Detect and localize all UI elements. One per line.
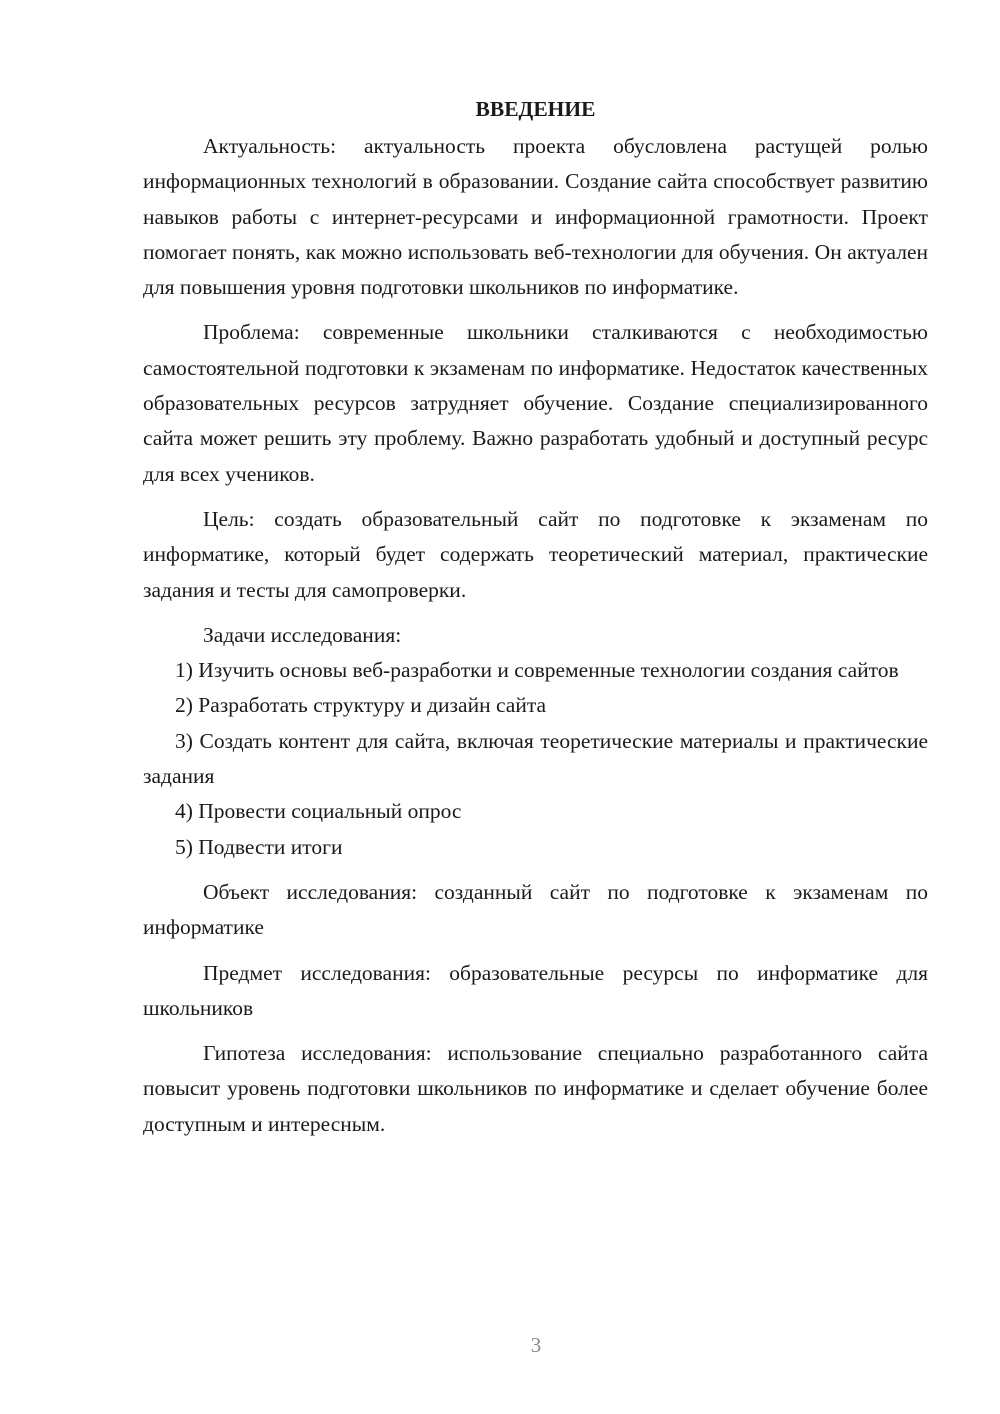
task-item: 3) Создать контент для сайта, включая теоретические материалы и практические задания [143, 728, 928, 789]
task-item: 5) Подвести итоги [175, 834, 343, 859]
page-number: 3 [530, 1333, 542, 1357]
document-page [143, 92, 928, 1142]
task-item: 4) Провести социальный опрос [175, 799, 462, 824]
goal-paragraph: Цель: создать образовательный сайт по подготовке к экзаменам по информатике, который будет содержать теоретический материал, практические задания и тесты для самопроверки. [143, 506, 928, 602]
section-title: ВВЕДЕНИЕ [475, 97, 596, 121]
tasks-heading: Задачи исследования: [203, 622, 402, 647]
object-paragraph: Объект исследования: созданный сайт по подготовке к экзаменам по информатике [143, 879, 928, 940]
problem-paragraph: Проблема: современные школьники сталкиваются с необходимостью самостоятельной подготовки к экзаменам по информатике. Недостаток качественных образовательных ресурсов затрудняет обучение. Создание специализированного сайта может решить эту проблему. Важно разработать удобный и доступный ресурс для всех учеников. [143, 320, 928, 486]
hypothesis-paragraph: Гипотеза исследования: использование специально разработанного сайта повысит уровень подготовки школьников по информатике и сделает обучение более доступным и интересным. [143, 1041, 928, 1136]
task-item: 1) Изучить основы веб-разработки и современные технологии создания сайтов [175, 658, 899, 683]
task-item: 2) Разработать структуру и дизайн сайта [175, 693, 547, 718]
relevance-paragraph: Актуальность: актуальность проекта обусловлена растущей ролью информационных технологий в образовании. Создание сайта способствует развитию навыков работы с интернет-ресурсами и информационной грамотности. Проект помогает понять, как можно использовать веб-технологии для обучения. Он актуален для повышения уровня подготовки школьников по информатике. [143, 134, 928, 300]
subject-paragraph: Предмет исследования: образовательные ресурсы по информатике для школьников [143, 960, 928, 1020]
